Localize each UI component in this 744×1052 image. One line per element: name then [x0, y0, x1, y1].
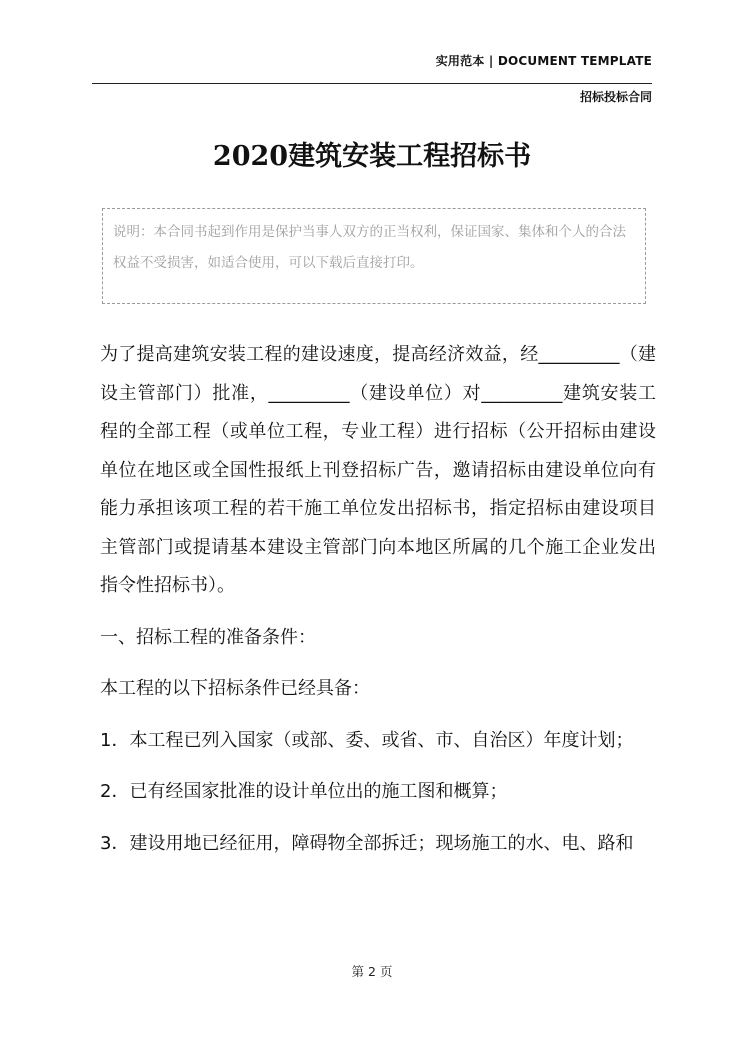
header-tag: 实用范本 | DOCUMENT TEMPLATE	[435, 54, 652, 68]
section-heading: 一、招标工程的准备条件：	[100, 626, 316, 648]
conditions-lead: 本工程的以下招标条件已经具备：	[100, 678, 370, 699]
header-category: 招标投标合同	[579, 90, 652, 104]
list-item: 1．本工程已列入国家（或部、委、或省、市、自治区）年度计划；	[100, 729, 634, 751]
intro-paragraph: 为了提高建筑安装工程的建设速度，提高经济效益，经_________（建设主管部门）批准，_________（建设单位）对_________建筑安装工程的全部工程（或单位工程，专业工程）进行招标（公开招标由建设单位在地区或全国性报纸上刊登招标广告，邀请招标由建设单位向有能力承担该项工程的若干施工单位发出招标书，指定招标由建设项目主管部门或提请基本建设主管部门向本地区所属的几个施工企业发出指令性招标书）。	[100, 344, 656, 596]
notice-text: 说明：本合同书起到作用是保护当事人双方的正当权利，保证国家、集体和个人的合法权益不受损害，如适合使用，可以下载后直接打印。	[113, 224, 626, 271]
header-divider	[92, 83, 652, 84]
list-item: 3．建设用地已经征用，障碍物全部拆迁；现场施工的水、电、路和	[100, 832, 634, 854]
page-number: 第 2 页	[351, 964, 393, 979]
list-item: 2．已有经国家批准的设计单位出的施工图和概算；	[100, 781, 508, 802]
notice-box	[102, 208, 646, 304]
document-title: 2020建筑安装工程招标书	[212, 141, 532, 172]
document-body	[100, 336, 656, 876]
